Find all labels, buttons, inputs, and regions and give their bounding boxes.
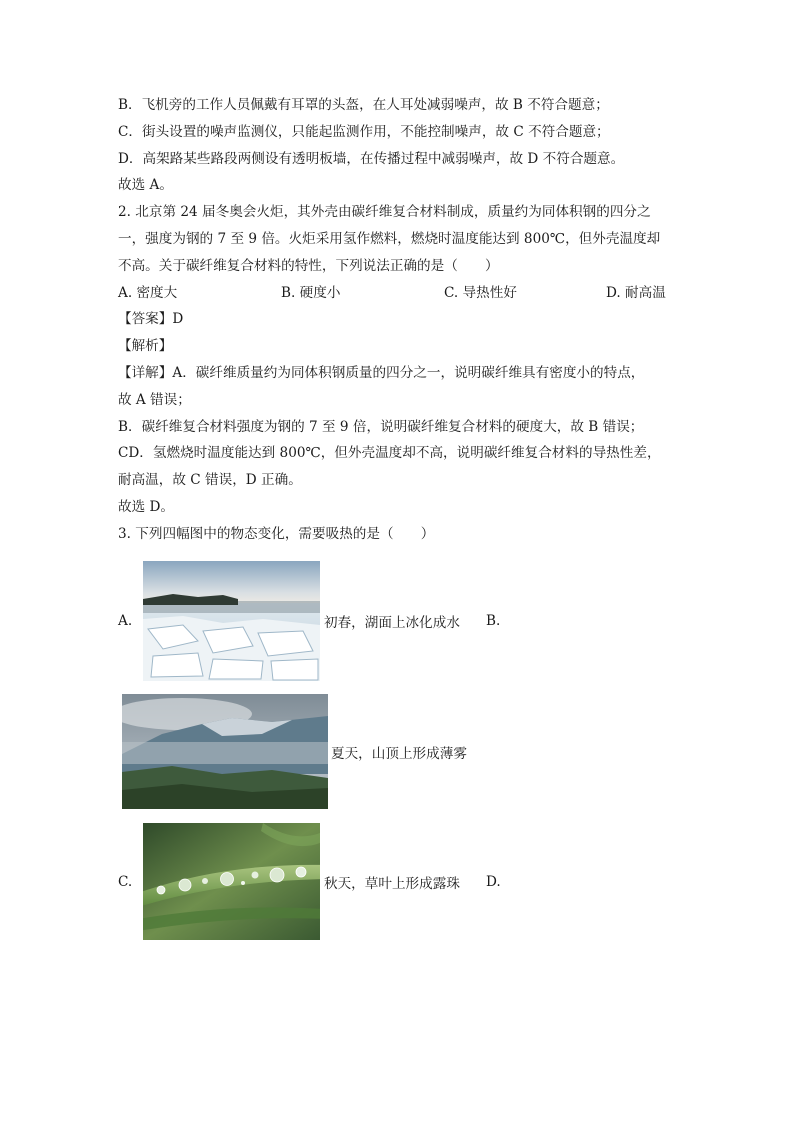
q2-option-b: B. 硬度小 [281, 284, 341, 301]
q2-detail-line: CD．氢燃烧时温度能达到 800℃，但外壳温度却不高，说明碳纤维复合材料的导热性差， [118, 445, 661, 462]
q2-stem-line: 不高。关于碳纤维复合材料的特性，下列说法正确的是（ ） [118, 257, 499, 274]
q2-options [118, 280, 678, 307]
ice-lake-image [143, 561, 320, 681]
q2-answer: 【答案】D [118, 311, 184, 328]
q2-detail-line: 耐高温，故 C 错误，D 正确。 [118, 472, 302, 489]
q3-choice-c [118, 823, 501, 940]
document-page [118, 92, 678, 548]
q2-option-a: A. 密度大 [118, 284, 178, 301]
dew-grass-image [143, 823, 320, 940]
q2-stem-line: 一，强度为钢的 7 至 9 倍。火炬采用氢作燃料，燃烧时温度能达到 800℃，但外壳温度却 [118, 230, 661, 247]
prev-analysis-line: B．飞机旁的工作人员佩戴有耳罩的头盔，在人耳处减弱噪声，故 B 不符合题意； [118, 97, 609, 113]
prev-conclusion: 故选 A。 [118, 177, 173, 194]
q3-choice-c-caption: 秋天，草叶上形成露珠 [324, 875, 460, 892]
q3-choice-a-letter: A. [118, 613, 133, 629]
q3-choice-d-letter: D. [486, 873, 501, 890]
q3-stem: 3. 下列四幅图中的物态变化，需要吸热的是（ ） [118, 525, 435, 542]
mountain-mist-image [122, 694, 328, 809]
q2-detail-line: 【详解】A．碳纤维质量约为同体积钢质量的四分之一，说明碳纤维具有密度小的特点， [118, 364, 645, 381]
q3-choice-b [122, 694, 467, 809]
q3-choice-a-caption: 初春，湖面上冰化成水 [324, 615, 460, 631]
prev-analysis-line: D．高架路某些路段两侧设有透明板墙，在传播过程中减弱噪声，故 D 不符合题意。 [118, 150, 625, 167]
q2-option-d: D. 耐高温 [606, 284, 666, 301]
q3-choice-c-letter: C. [118, 873, 133, 890]
q2-stem-line: 2. 北京第 24 届冬奥会火炬，其外壳由碳纤维复合材料制成，质量约为同体积钢的四分之 [118, 204, 651, 221]
q2-conclusion: 故选 D。 [118, 498, 175, 515]
prev-analysis-line: C．街头设置的噪声监测仪，只能起监测作用，不能控制噪声，故 C 不符合题意； [118, 123, 610, 140]
q2-detail-line: 故 A 错误； [118, 391, 191, 408]
q3-choice-b-letter: B. [486, 613, 501, 629]
q3-choice-a [118, 561, 500, 681]
q3-choice-b-caption: 夏天，山顶上形成薄雾 [331, 745, 467, 762]
q2-option-c: C. 导热性好 [444, 284, 517, 301]
q2-analysis-label: 【解析】 [118, 338, 173, 355]
q2-detail-line: B．碳纤维复合材料强度为钢的 7 至 9 倍，说明碳纤维复合材料的硬度大，故 B 错误； [118, 418, 644, 435]
